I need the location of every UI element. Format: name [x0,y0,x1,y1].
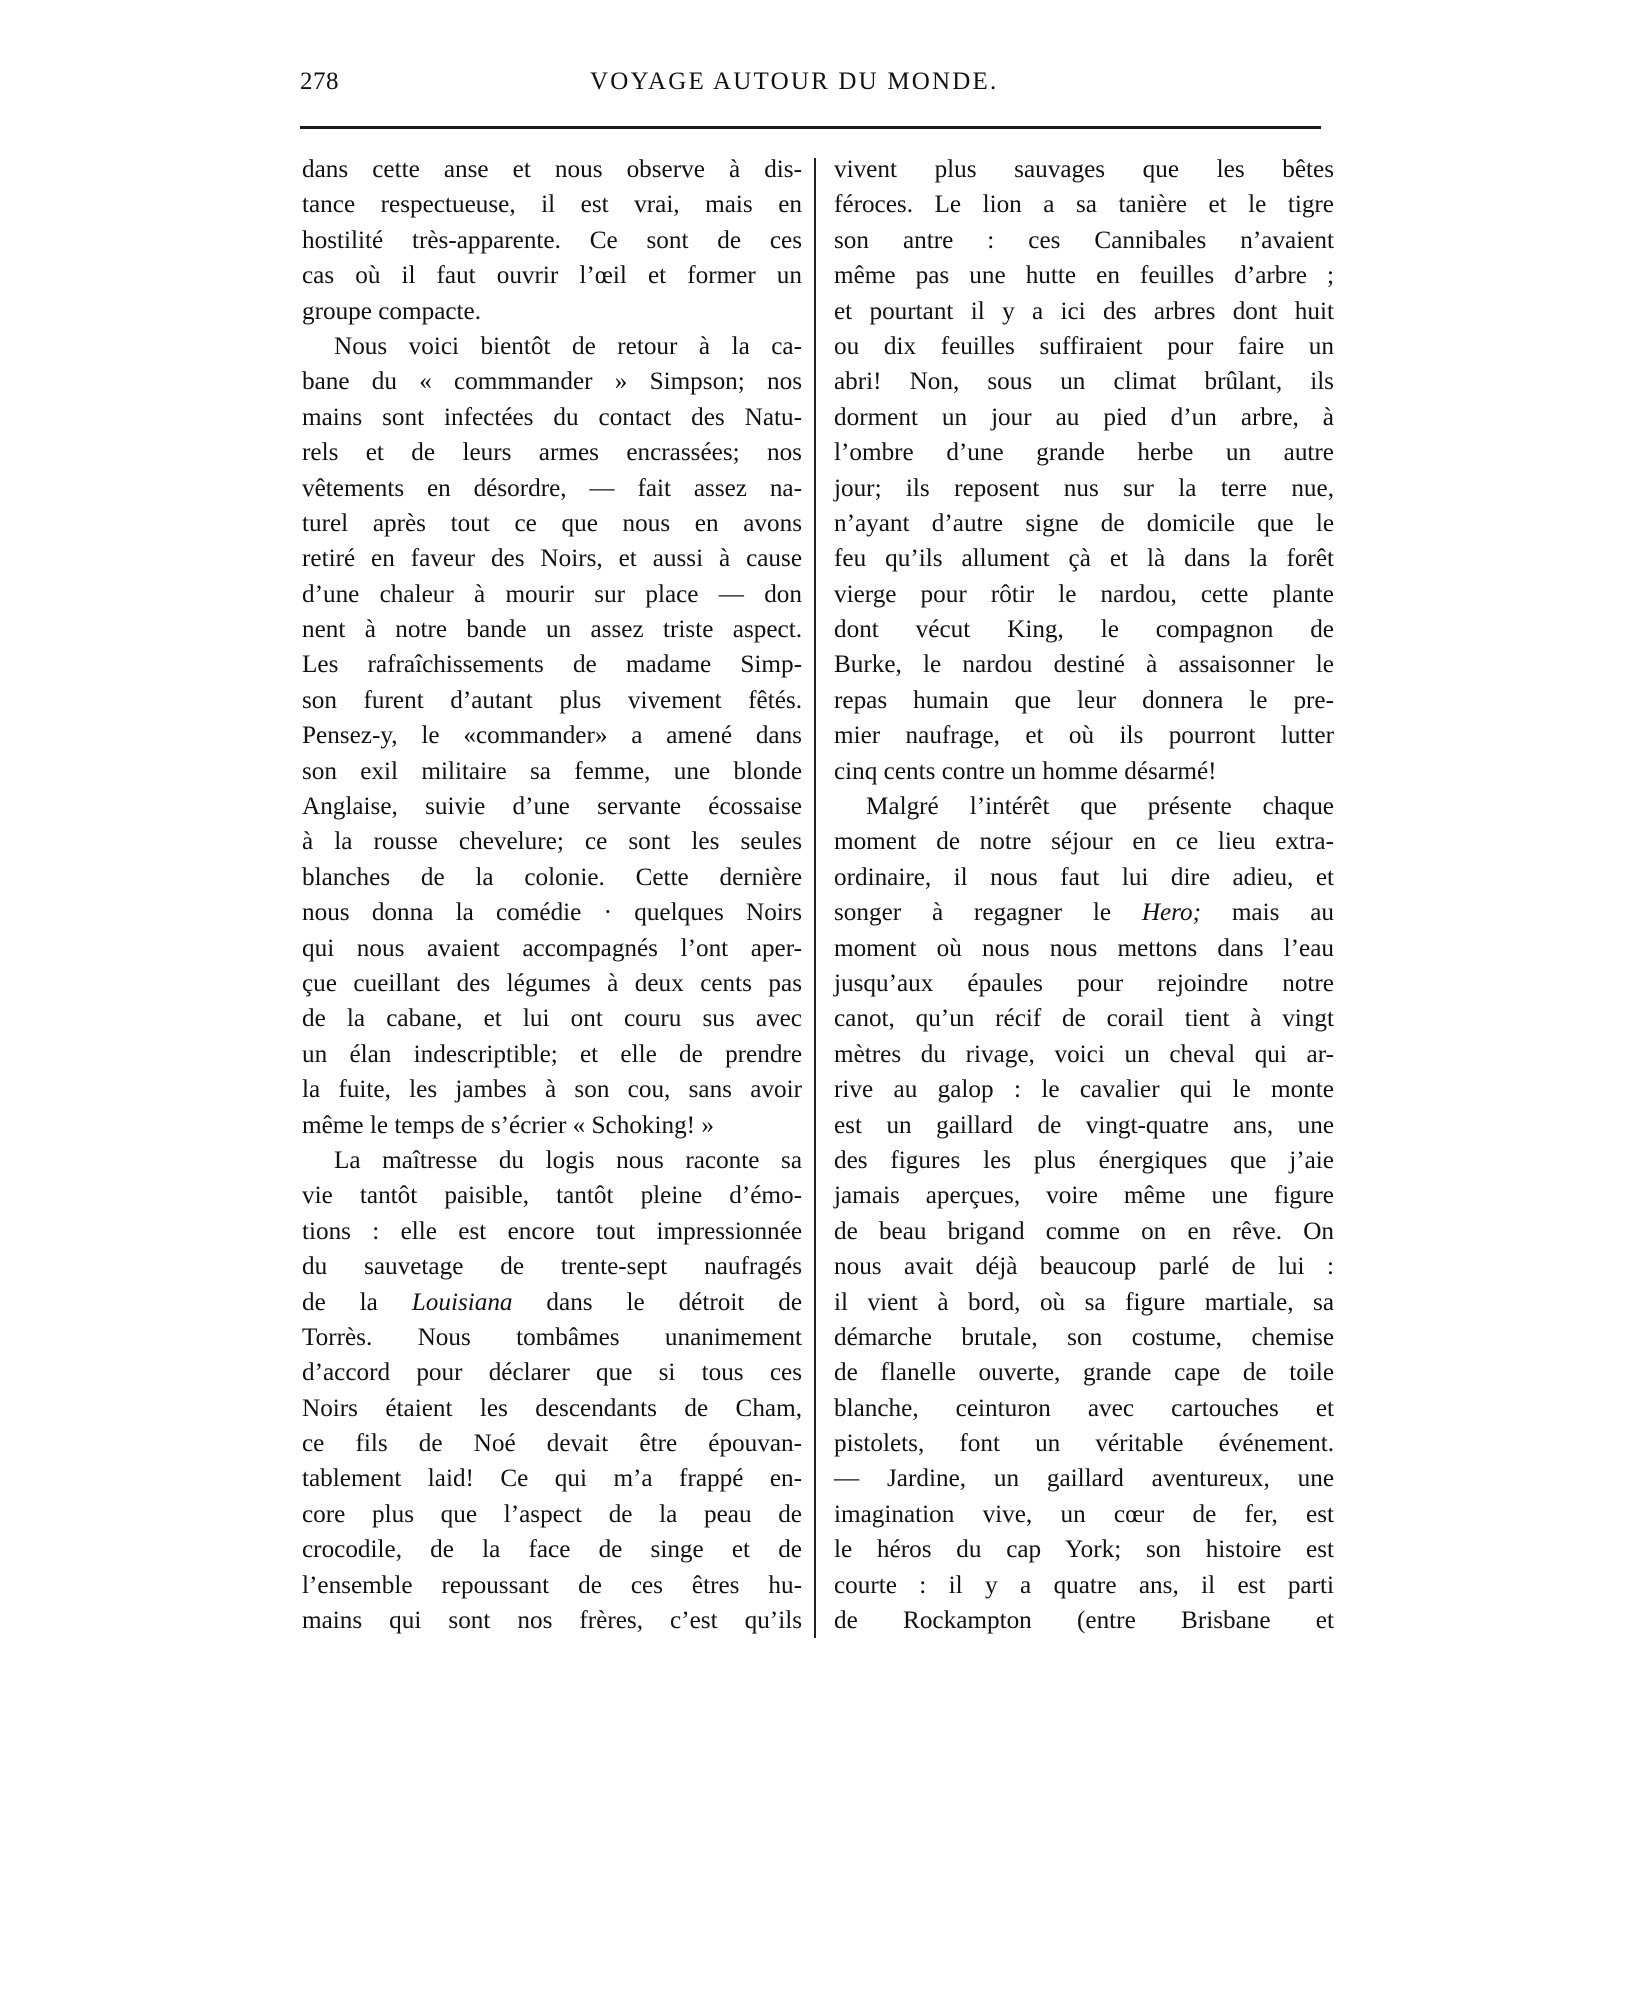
text-line: de beau brigand comme on en rêve. On [834,1217,1334,1245]
text-line: de la cabane, et lui ont couru sus avec [302,1005,802,1033]
text-line: féroces. Le lion a sa tanière et le tigre [834,191,1334,219]
column-divider [814,158,816,1638]
text-line: du sauvetage de trente-sept naufragés [302,1253,802,1281]
text-line: son exil militaire sa femme, une blonde [302,757,802,785]
text-line: il vient à bord, où sa figure martiale, sa [834,1288,1334,1316]
text-line: tions : elle est encore tout impressionnée [302,1217,802,1245]
text-line: est un gaillard de vingt-quatre ans, une [834,1111,1334,1139]
text-line: crocodile, de la face de singe et de [302,1536,802,1564]
page-number: 278 [300,68,339,95]
text-line: mier naufrage, et où ils pourront lutter [834,722,1334,750]
text-line: même pas une hutte en feuilles d’arbre ; [834,262,1334,290]
text-line: rive au galop : le cavalier qui le monte [834,1076,1334,1104]
text-line: Noirs étaient les descendants de Cham, [302,1394,802,1422]
text-line: courte : il y a quatre ans, il est parti [834,1571,1334,1599]
running-title: VOYAGE AUTOUR DU MONDE. [590,68,999,95]
text-line: core plus que l’aspect de la peau de [302,1500,802,1528]
text-line: tance respectueuse, il est vrai, mais en [302,191,802,219]
text-line: ordinaire, il nous faut lui dire adieu, et [834,863,1334,891]
text-line: son antre : ces Cannibales n’avaient [834,226,1334,254]
text-line: canot, qu’un récif de corail tient à vingt [834,1005,1334,1033]
text-line: l’ombre d’une grande herbe un autre [834,439,1334,467]
text-line: et pourtant il y a ici des arbres dont huit [834,297,1334,325]
text-line: blanche, ceinturon avec cartouches et [834,1394,1334,1422]
text-line: vie tantôt paisible, tantôt pleine d’émo- [302,1182,802,1210]
text-line: cas où il faut ouvrir l’œil et former un [302,262,802,290]
text-line: Nous voici bientôt de retour à la ca- [334,332,802,360]
text-line: jamais aperçues, voire même une figure [834,1182,1334,1210]
text-line: mains sont infectées du contact des Natu- [302,403,802,431]
text-line: le héros du cap York; son histoire est [834,1536,1334,1564]
text-line: La maîtresse du logis nous raconte sa [334,1146,802,1174]
text-line: même le temps de s’écrier « Schoking! » [302,1111,714,1139]
italic-ship-name: Louisiana [411,1288,513,1316]
text-line: des figures les plus énergiques que j’aie [834,1146,1334,1174]
text-line: mètres du rivage, voici un cheval qui ar- [834,1040,1334,1068]
text-line: démarche brutale, son costume, chemise [834,1323,1334,1351]
text-line: abri! Non, sous un climat brûlant, ils [834,368,1334,396]
text-line: qui nous avaient accompagnés l’ont aper- [302,934,802,962]
text-line: çue cueillant des légumes à deux cents pas [302,969,802,997]
text-line: blanches de la colonie. Cette dernière [302,863,802,891]
text-line: vierge pour rôtir le nardou, cette plante [834,580,1334,608]
text-line: groupe compacte. [302,297,482,325]
page-header [300,68,1320,108]
text-line: dorment un jour au pied d’un arbre, à [834,403,1334,431]
text-line: hostilité très-apparente. Ce sont de ces [302,226,802,254]
text-line: de Rockampton (entre Brisbane et [834,1607,1334,1635]
text-line: Malgré l’intérêt que présente chaque [866,793,1334,821]
text-line: moment de notre séjour en ce lieu extra- [834,828,1334,856]
text-line: à la rousse chevelure; ce sont les seules [302,828,802,856]
text-line: l’ensemble repoussant de ces êtres hu- [302,1571,802,1599]
text-line: dans cette anse et nous observe à dis- [302,156,802,183]
text-line: repas humain que leur donnera le pre- [834,686,1334,714]
text-line: bane du « commmander » Simpson; nos [302,368,802,396]
text-line: — Jardine, un gaillard aventureux, une [834,1465,1334,1493]
text-line: tablement laid! Ce qui m’a frappé en- [302,1465,802,1493]
text-line: dont vécut King, le compagnon de [834,616,1334,644]
text-line: jour; ils reposent nus sur la terre nue, [834,474,1334,502]
text-line: imagination vive, un cœur de fer, est [834,1500,1334,1528]
text-line: Burke, le nardou destiné à assaisonner le [834,651,1334,679]
text-line: cinq cents contre un homme désarmé! [834,757,1217,785]
text-line: un élan indescriptible; et elle de prendre [302,1040,802,1068]
text-line: ou dix feuilles suffiraient pour faire un [834,332,1334,360]
text-line: la fuite, les jambes à son cou, sans avoir [302,1076,802,1104]
text-line: nous donna la comédie · quelques Noirs [302,899,802,927]
left-column [302,152,802,1638]
text-line: pistolets, font un véritable événement. [834,1430,1334,1458]
text-line: jusqu’aux épaules pour rejoindre notre [834,969,1334,997]
text-line: vêtements en désordre, — fait assez na- [302,474,802,502]
text-line: Pensez-y, le «commander» a amené dans [302,722,802,750]
text-line: vivent plus sauvages que les bêtes [834,156,1334,183]
text-line: Anglaise, suivie d’une servante écossaise [302,793,802,821]
text-line: retiré en faveur des Noirs, et aussi à cause [302,545,802,573]
header-rule [300,126,1321,129]
text-line: feu qu’ils allument çà et là dans la forêt [834,545,1334,573]
text-line: Les rafraîchissements de madame Simp- [302,651,802,679]
text-line: de la Louisiana dans le détroit de [302,1288,802,1316]
text-line: ce fils de Noé devait être épouvan- [302,1430,802,1458]
text-line: nent à notre bande un assez triste aspect. [302,616,802,644]
text-line: de flanelle ouverte, grande cape de toile [834,1359,1334,1387]
text-line: moment où nous nous mettons dans l’eau [834,934,1334,962]
text-line: Torrès. Nous tombâmes unanimement [302,1323,802,1351]
text-line: rels et de leurs armes encrassées; nos [302,439,802,467]
text-line: nous avait déjà beaucoup parlé de lui : [834,1253,1334,1281]
text-line: son furent d’autant plus vivement fêtés. [302,686,802,714]
text-line: n’ayant d’autre signe de domicile que le [834,509,1334,537]
text-line: mains qui sont nos frères, c’est qu’ils [302,1607,802,1635]
text-line: turel après tout ce que nous en avons [302,509,802,537]
text-line: d’accord pour déclarer que si tous ces [302,1359,802,1387]
text-line: songer à regagner le Hero; mais au [834,899,1334,927]
right-column [834,152,1334,1638]
italic-ship-name: Hero; [1141,899,1202,927]
text-line: d’une chaleur à mourir sur place — don [302,580,802,608]
